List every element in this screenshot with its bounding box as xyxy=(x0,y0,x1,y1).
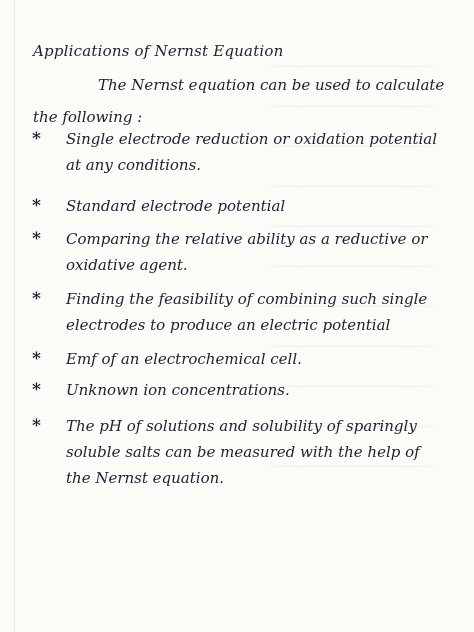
list-item-text xyxy=(66,126,437,178)
list-item-line: The pH of solutions and solubility of sparingly xyxy=(66,417,417,435)
list-item-line: Comparing the relative ability as a reductive or xyxy=(66,230,428,248)
list-item xyxy=(30,126,450,178)
list-item xyxy=(30,226,450,278)
list-item-text xyxy=(66,193,285,219)
list-item-text xyxy=(66,413,420,491)
bullet-icon: * xyxy=(32,229,41,249)
list-item-line: oxidative agent. xyxy=(66,256,188,274)
intro-line-1: The Nernst equation can be used to calculate xyxy=(98,76,445,94)
list-item-line: Standard electrode potential xyxy=(66,197,286,215)
list-item xyxy=(30,286,450,338)
bullet-icon: * xyxy=(32,349,41,369)
list-item-line: the Nernst equation. xyxy=(66,469,225,487)
list-item-line: soluble salts can be measured with the help of xyxy=(66,443,420,461)
list-item-line: Single electrode reduction or oxidation potential xyxy=(66,130,438,148)
list-item-line: electrodes to produce an electric potential xyxy=(66,316,391,334)
list-item xyxy=(30,346,450,372)
page-margin-line xyxy=(14,0,15,632)
bullet-icon: * xyxy=(32,129,41,149)
bullet-icon: * xyxy=(32,196,41,216)
list-item-line: Unknown ion concentrations. xyxy=(66,381,290,399)
intro-line-2: the following : xyxy=(33,108,143,126)
list-item xyxy=(30,377,450,403)
bullet-icon: * xyxy=(32,380,41,400)
list-item-text xyxy=(66,377,290,403)
list-item xyxy=(30,413,450,491)
list-item-text xyxy=(66,226,428,278)
bullet-icon: * xyxy=(32,289,41,309)
list-item-text xyxy=(66,346,302,372)
list-item xyxy=(30,193,450,219)
list-item-line: at any conditions. xyxy=(66,156,202,174)
list-item-line: Finding the feasibility of combining such single xyxy=(66,290,428,308)
page-title: Applications of Nernst Equation xyxy=(33,42,284,60)
list-item-text xyxy=(66,286,427,338)
list-item-line: Emf of an electrochemical cell. xyxy=(66,350,302,368)
bullet-icon: * xyxy=(32,416,41,436)
